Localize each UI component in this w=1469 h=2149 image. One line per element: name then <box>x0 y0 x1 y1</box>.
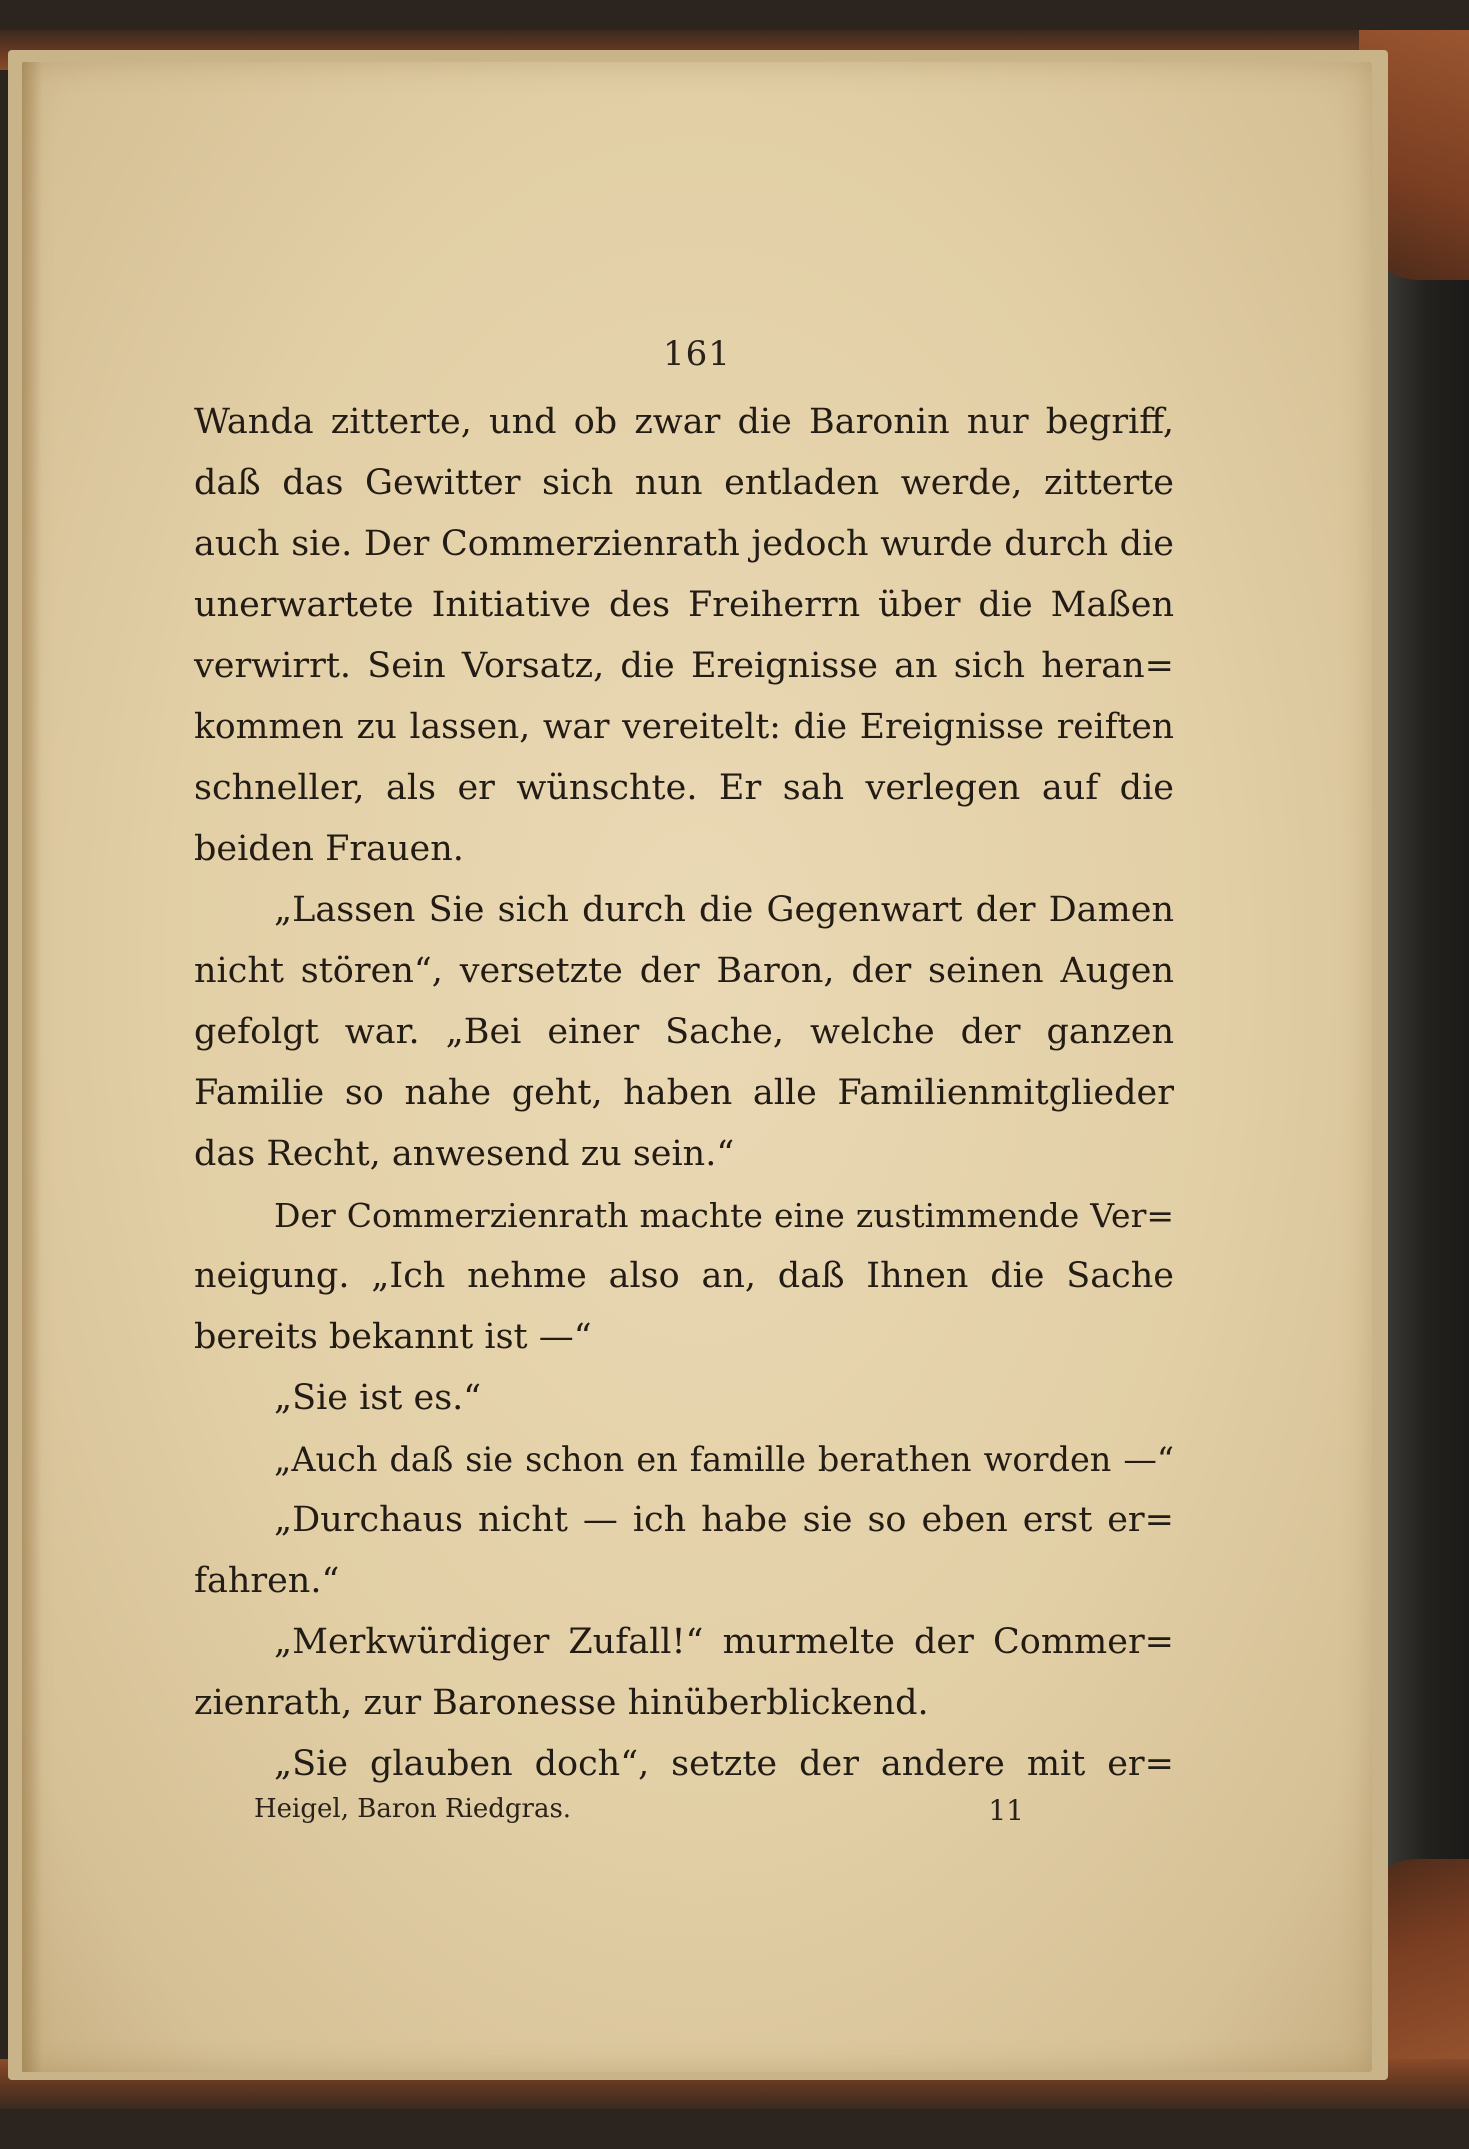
text-line: bereits bekannt ist —“ <box>194 1317 592 1357</box>
text-line: kommen zu lassen, war vereitelt: die Ereignisse reiften <box>194 707 1174 747</box>
text-line: „Auch daß sie schon en famille berathen worden —“ <box>274 1440 1174 1479</box>
text-line: „Sie ist es.“ <box>274 1378 482 1418</box>
text-line: „Lassen Sie sich durch die Gegenwart der Damen <box>274 890 1174 930</box>
text-line: gefolgt war. „Bei einer Sache, welche der ganzen <box>194 1012 1174 1052</box>
body-text <box>194 392 1174 1795</box>
text-line: neigung. „Ich nehme also an, daß Ihnen die Sache <box>194 1256 1174 1296</box>
text-line: unerwartete Initiative des Freiherrn über die Maßen <box>194 585 1174 625</box>
footer-sheet-number: 11 <box>988 1794 1024 1827</box>
text-line: fahren.“ <box>194 1561 340 1601</box>
text-line: „Merkwürdiger Zufall!“ murmelte der Commer= <box>274 1622 1174 1662</box>
text-line: nicht stören“, versetzte der Baron, der seinen Augen <box>194 951 1174 991</box>
text-line: beiden Frauen. <box>194 829 464 869</box>
text-line: daß das Gewitter sich nun entladen werde, zitterte <box>194 463 1174 503</box>
text-line: „Sie glauben doch“, setzte der andere mit er= <box>274 1744 1174 1784</box>
text-line: Familie so nahe geht, haben alle Familienmitglieder <box>194 1073 1174 1113</box>
footer-signature: Heigel, Baron Riedgras. <box>254 1794 572 1824</box>
page-gutter-shadow <box>22 62 42 2072</box>
text-line: auch sie. Der Commerzienrath jedoch wurde durch die <box>194 524 1174 564</box>
text-line: das Recht, anwesend zu sein.“ <box>194 1134 735 1174</box>
text-line: Der Commerzienrath machte eine zustimmende Ver= <box>274 1196 1174 1235</box>
page-number: 161 <box>663 334 731 374</box>
text-line: zienrath, zur Baronesse hinüberblickend. <box>194 1683 929 1723</box>
text-line: „Durchaus nicht — ich habe sie so eben erst er= <box>274 1500 1174 1540</box>
book-page <box>22 62 1372 2072</box>
text-line: verwirrt. Sein Vorsatz, die Ereignisse an sich heran= <box>194 646 1174 686</box>
book-cover-right-edge <box>1384 40 1469 2100</box>
text-line: schneller, als er wünschte. Er sah verlegen auf die <box>194 768 1174 808</box>
text-line: Wanda zitterte, und ob zwar die Baronin nur begriff, <box>194 402 1174 442</box>
